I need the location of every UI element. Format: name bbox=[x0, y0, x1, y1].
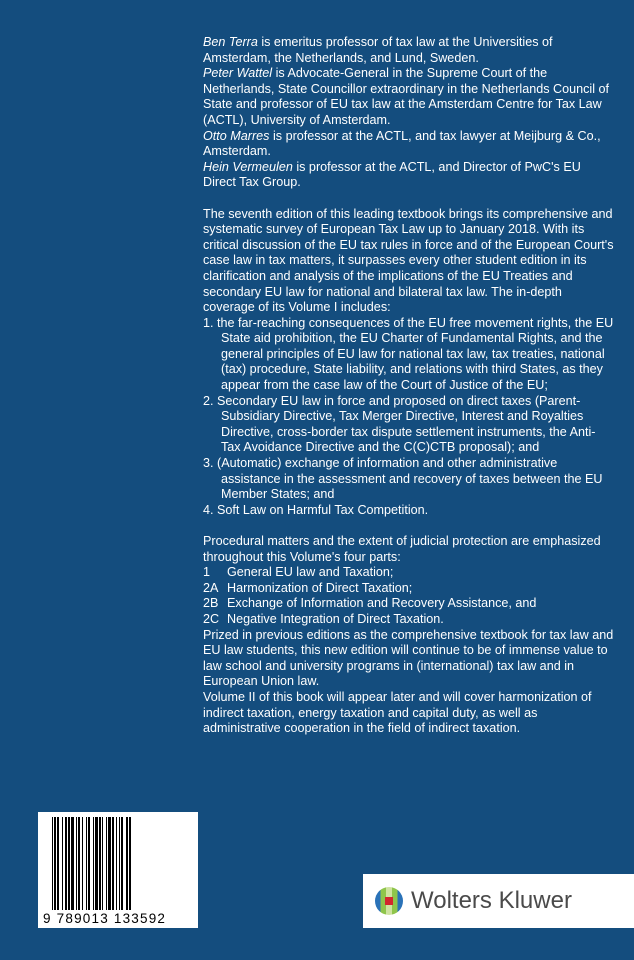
barcode-bar bbox=[119, 817, 120, 910]
part-number: 1 bbox=[203, 565, 211, 580]
barcode-bar bbox=[68, 817, 69, 910]
part-number: 2A bbox=[203, 580, 219, 595]
coverage-list bbox=[203, 316, 615, 519]
barcode-bar bbox=[112, 817, 114, 910]
publisher-name: Wolters Kluwer bbox=[411, 887, 572, 914]
author-name: Peter Wattel bbox=[203, 66, 273, 81]
author-name: Ben Terra bbox=[203, 35, 258, 49]
isbn-number: 9 789013 133592 bbox=[43, 911, 167, 926]
back-cover-text bbox=[203, 35, 615, 737]
isbn-barcode bbox=[38, 812, 198, 928]
barcode-bar bbox=[95, 817, 98, 910]
wolters-kluwer-globe-icon bbox=[375, 887, 403, 915]
publisher-logo bbox=[363, 874, 634, 928]
bio-text: is emeritus professor of tax law at the Universities of Amsterdam, the Netherlands, and Lund, Sweden. bbox=[203, 35, 553, 65]
barcode-bar bbox=[99, 817, 101, 910]
part-title: Negative Integration of Direct Taxation. bbox=[227, 611, 444, 626]
barcode-bar bbox=[116, 817, 117, 910]
barcode-bar bbox=[62, 817, 63, 910]
list-item: 3. (Automatic) exchange of information and other administrative assistance in the assessment and recovery of taxes between the EU Member States; and bbox=[203, 456, 603, 502]
barcode-bar bbox=[121, 817, 123, 910]
barcode-bar bbox=[93, 817, 94, 910]
part-item bbox=[203, 565, 615, 581]
part-title: General EU law and Taxation; bbox=[227, 565, 394, 580]
author-name: Hein Vermeulen bbox=[203, 159, 293, 174]
volume2-paragraph: Volume II of this book will appear later and will cover harmonization of indirect taxation, energy taxation and capital duty, as well as administrative cooperation in the field of indirect taxation. bbox=[203, 689, 592, 736]
author-bio bbox=[203, 35, 615, 66]
part-item bbox=[203, 581, 615, 597]
intro-paragraph: The seventh edition of this leading textbook brings its comprehensive and systematic survey of European Tax Law up to January 2018. With its critical discussion of the EU tax rules in force and of the European Court's case law in tax matters, it surpasses every other student edition in its clarification and analysis of the implications of the EU Treaties and secondary EU law for national and bilateral tax law. The in-depth coverage of its Volume I includes: bbox=[203, 206, 614, 315]
author-name: Otto Marres bbox=[203, 128, 270, 143]
part-number: 2B bbox=[203, 596, 219, 611]
barcode-bar bbox=[82, 817, 83, 910]
barcode-bar bbox=[106, 817, 107, 910]
barcode-bar bbox=[71, 817, 74, 910]
barcode-bar bbox=[129, 817, 131, 910]
parts-list bbox=[203, 565, 615, 627]
barcode-bar bbox=[52, 817, 53, 910]
author-bio bbox=[203, 66, 615, 128]
barcode-bar bbox=[57, 817, 58, 910]
barcode-bars bbox=[52, 817, 190, 910]
list-item: 1. the far-reaching consequences of the EU free movement rights, the EU State aid prohibition, the EU Charter of Fundamental Rights, and the general principles of EU law for national tax law, tax treaties, national (tax) procedure, State liability, and relations with third States, as they appear from the case law of the Court of Justice of the EU; bbox=[203, 315, 614, 393]
barcode-bar bbox=[65, 817, 67, 910]
part-number: 2C bbox=[203, 611, 220, 626]
author-bio bbox=[203, 129, 615, 160]
part-title: Exchange of Information and Recovery Assistance, and bbox=[227, 596, 537, 611]
barcode-bar bbox=[102, 817, 103, 910]
part-item bbox=[203, 612, 615, 628]
part-item bbox=[203, 596, 615, 612]
barcode-bar bbox=[54, 817, 56, 910]
barcode-bar bbox=[88, 817, 90, 910]
part-title: Harmonization of Direct Taxation; bbox=[227, 580, 413, 595]
prized-paragraph: Prized in previous editions as the comprehensive textbook for tax law and EU law students, this new edition will continue to be of immense value to law school and university programs in (international) tax law and in European Union law. bbox=[203, 627, 614, 689]
barcode-bar bbox=[126, 817, 127, 910]
list-item: 2. Secondary EU law in force and proposed on direct taxes (Parent-Subsidiary Directive, Tax Merger Directive, Interest and Royalties Directive, cross-border tax dispute settlement instruments, the Anti-Tax Avoidance Directive and the C(C)CTB proposal); and bbox=[203, 393, 596, 455]
barcode-bar bbox=[108, 817, 111, 910]
barcode-bar bbox=[86, 817, 87, 910]
procedural-paragraph: Procedural matters and the extent of judicial protection are emphasized throughout this Volume's four parts: bbox=[203, 534, 601, 564]
bio-text: is professor at the ACTL, and Director of PwC's EU Direct Tax Group. bbox=[203, 159, 581, 190]
list-item: 4. Soft Law on Harmful Tax Competition. bbox=[203, 502, 429, 517]
barcode-bar bbox=[78, 817, 80, 910]
author-bio bbox=[203, 160, 615, 191]
barcode-bar bbox=[76, 817, 77, 910]
bio-text: is Advocate-General in the Supreme Court of the Netherlands, State Councillor extraordinary in the Netherlands Council of State and professor of EU tax law at the Amsterdam Centre for Tax Law (ACTL), University of Amsterdam. bbox=[203, 66, 610, 127]
bio-text: is professor at the ACTL, and tax lawyer at Meijburg & Co., Amsterdam. bbox=[203, 128, 601, 159]
